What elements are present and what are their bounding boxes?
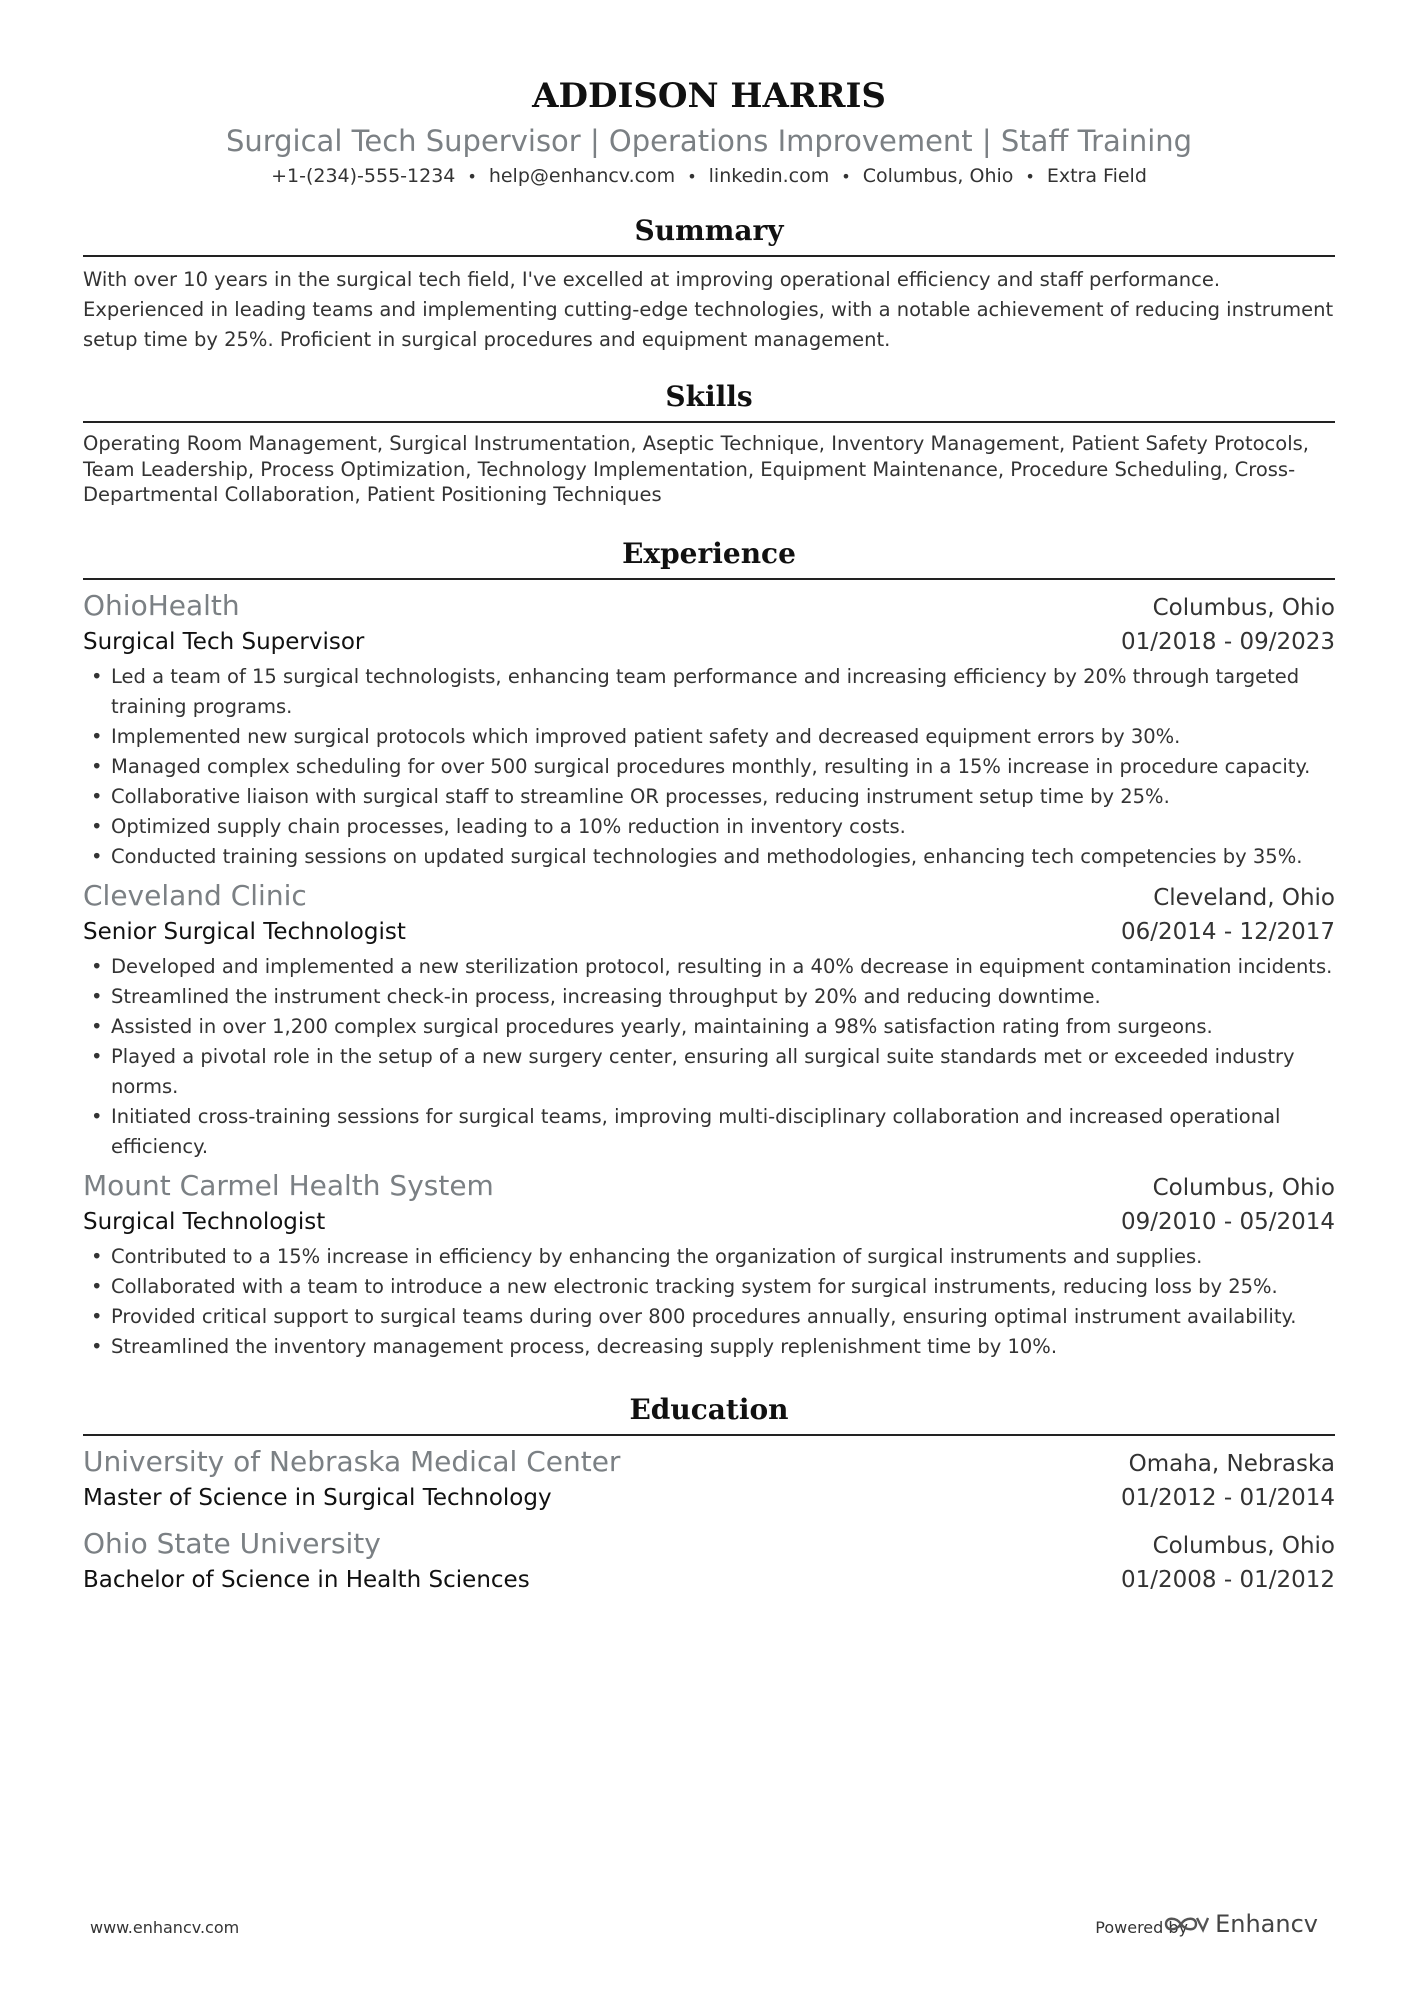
employer-name: Mount Carmel Health System (83, 1168, 494, 1202)
employer-name: OhioHealth (83, 588, 240, 622)
achievement-list (83, 952, 1335, 1162)
education-section (83, 1390, 1335, 1598)
contact-phone: +1-(234)-555-1234 (271, 165, 456, 187)
achievement-item: • Assisted in over 1,200 complex surgical procedures yearly, maintaining a 98% satisfaction rating from surgeons. (83, 1012, 1335, 1042)
school-location: Omaha, Nebraska (1128, 1450, 1335, 1477)
resume-page (83, 72, 1335, 1598)
section-divider (83, 421, 1335, 423)
section-title-summary: Summary (634, 214, 784, 247)
achievement-item: • Managed complex scheduling for over 500 surgical procedures monthly, resulting in a 15% increase in procedure capacity. (83, 752, 1335, 782)
job-location: Columbus, Ohio (1152, 1174, 1335, 1201)
achievement-item: • Collaborated with a team to introduce a new electronic tracking system for surgical instruments, reducing loss by 25%. (83, 1272, 1335, 1302)
achievement-list (83, 662, 1335, 872)
achievement-item: • Led a team of 15 surgical technologists, enhancing team performance and increasing efficiency by 20% through targeted training programs. (83, 662, 1335, 722)
section-divider (83, 255, 1335, 257)
job-dates: 01/2018 - 09/2023 (1120, 628, 1335, 655)
experience-entry (83, 1168, 1335, 1362)
achievement-item: • Streamlined the instrument check-in process, increasing throughput by 20% and reducing downtime. (83, 982, 1335, 1012)
section-divider (83, 578, 1335, 580)
education-entry (83, 1526, 1335, 1598)
education-entry (83, 1444, 1335, 1516)
employer-name: Cleveland Clinic (83, 878, 307, 912)
education-dates: 01/2008 - 01/2012 (1120, 1566, 1335, 1593)
achievement-list (83, 1242, 1335, 1362)
contact-location: Columbus, Ohio (862, 165, 1014, 187)
page-footer (90, 1910, 1318, 1946)
powered-by-label: Powered by (1095, 1918, 1188, 1937)
enhancv-logo-icon (1163, 1912, 1209, 1936)
job-location: Cleveland, Ohio (1153, 884, 1335, 911)
enhancv-brand (1163, 1910, 1318, 1938)
bullet-separator: • (687, 167, 697, 186)
school-name: Ohio State University (83, 1526, 381, 1560)
education-dates: 01/2012 - 01/2014 (1120, 1484, 1335, 1511)
contact-line (83, 162, 1335, 191)
achievement-item: • Collaborative liaison with surgical staff to streamline OR processes, reducing instrument setup time by 25%. (83, 782, 1335, 812)
achievement-item: • Optimized supply chain processes, leading to a 10% reduction in inventory costs. (83, 812, 1335, 842)
candidate-name: ADDISON HARRIS (532, 76, 886, 116)
job-location: Columbus, Ohio (1152, 594, 1335, 621)
achievement-item: • Conducted training sessions on updated surgical technologies and methodologies, enhancing tech competencies by 35%. (83, 842, 1335, 872)
achievement-item: • Developed and implemented a new sterilization protocol, resulting in a 40% decrease in equipment contamination incidents. (83, 952, 1335, 982)
achievement-item: • Streamlined the inventory management process, decreasing supply replenishment time by 10%. (83, 1332, 1335, 1362)
achievement-item: • Implemented new surgical protocols which improved patient safety and decreased equipment errors by 30%. (83, 722, 1335, 752)
candidate-tagline: Surgical Tech Supervisor | Operations Improvement | Staff Training (225, 124, 1193, 158)
achievement-item: • Provided critical support to surgical teams during over 800 procedures annually, ensuring optimal instrument availability. (83, 1302, 1335, 1332)
job-dates: 09/2010 - 05/2014 (1120, 1208, 1335, 1235)
contact-linkedin: linkedin.com (708, 165, 830, 187)
skills-section (83, 377, 1335, 508)
skills-text: Operating Room Management, Surgical Instrumentation, Aseptic Technique, Inventory Management, Patient Safety Protocols, Team Leadership, Process Optimization, Technology Implementation, Equipment Maintenance, Procedure Scheduling, Cross-Departmental Collaboration, Patient Positioning Techniques (83, 432, 1309, 506)
school-location: Columbus, Ohio (1152, 1532, 1335, 1559)
enhancv-website-link[interactable]: www.enhancv.com (90, 1918, 240, 1937)
bullet-separator: • (841, 167, 851, 186)
achievement-item: • Initiated cross-training sessions for surgical teams, improving multi-disciplinary collaboration and increased operational efficiency. (83, 1102, 1335, 1162)
bullet-separator: • (1025, 167, 1035, 186)
section-title-education: Education (629, 1392, 789, 1426)
contact-email: help@enhancv.com (488, 165, 676, 187)
bullet-separator: • (467, 167, 477, 186)
school-name: University of Nebraska Medical Center (83, 1444, 621, 1478)
section-title-skills: Skills (665, 380, 753, 413)
job-title: Surgical Tech Supervisor (83, 628, 365, 655)
enhancv-brand-name: Enhancv (1215, 1910, 1318, 1938)
achievement-item: • Contributed to a 15% increase in efficiency by enhancing the organization of surgical instruments and supplies. (83, 1242, 1335, 1272)
section-divider (83, 1434, 1335, 1436)
experience-entry (83, 878, 1335, 1162)
section-title-experience: Experience (622, 536, 796, 570)
degree-name: Bachelor of Science in Health Sciences (83, 1566, 530, 1593)
contact-extra-field: Extra Field (1046, 165, 1147, 187)
job-title: Senior Surgical Technologist (83, 918, 406, 945)
summary-text: With over 10 years in the surgical tech field, I've excelled at improving operational efficiency and staff performance. Experienced in leading teams and implementing cutting-edge technologies, with a notable achievement of reducing instrument setup time by 25%. Proficient in surgical procedures and equipment management. (83, 268, 1334, 351)
achievement-item: • Played a pivotal role in the setup of a new surgery center, ensuring all surgical suite standards met or exceeded industry norms. (83, 1042, 1335, 1102)
job-dates: 06/2014 - 12/2017 (1120, 918, 1335, 945)
degree-name: Master of Science in Surgical Technology (83, 1484, 552, 1511)
experience-section (83, 534, 1335, 1362)
resume-header (83, 72, 1335, 191)
experience-entry (83, 588, 1335, 872)
summary-section (83, 211, 1335, 355)
job-title: Surgical Technologist (83, 1208, 326, 1235)
